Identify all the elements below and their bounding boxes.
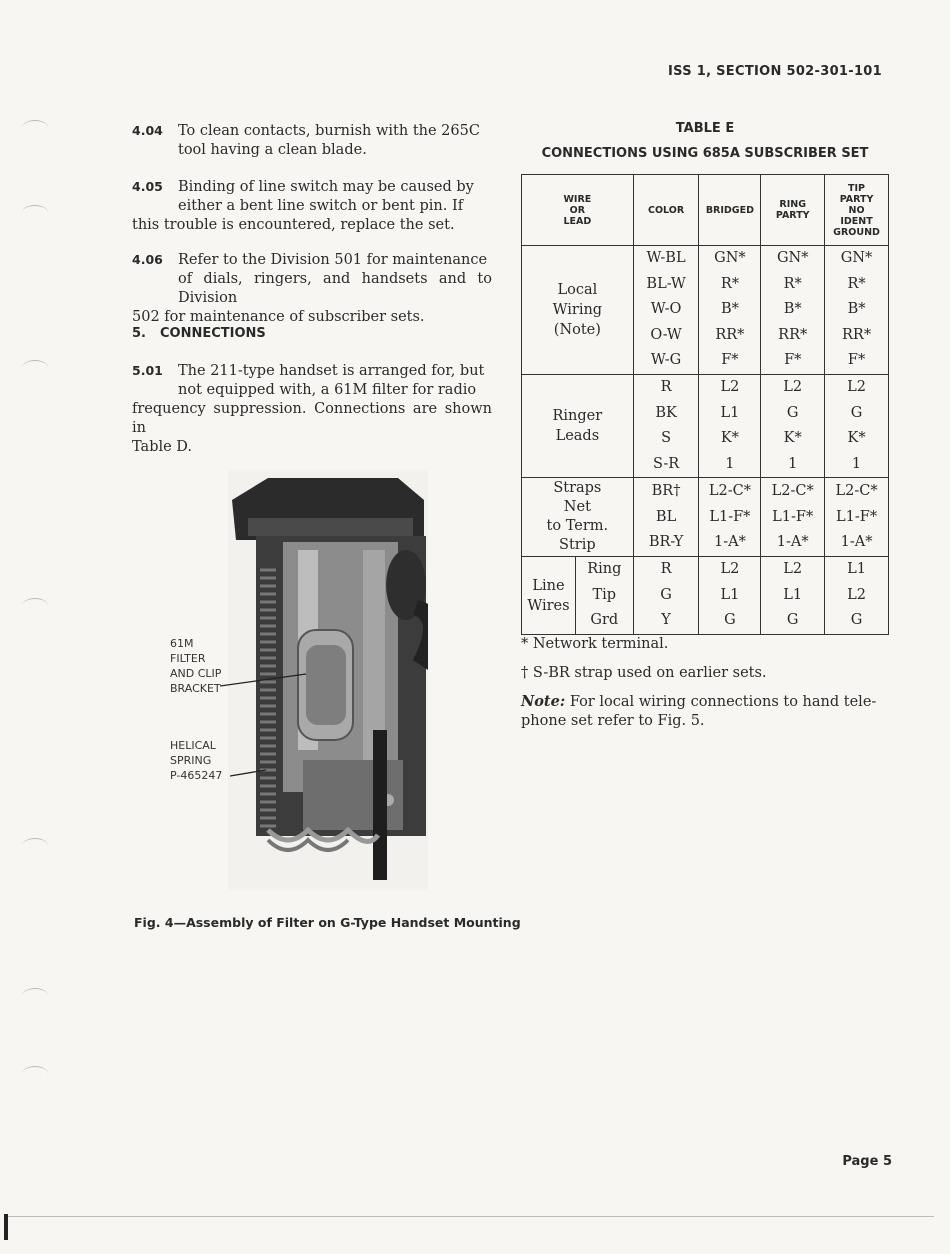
header-color: COLOR [633, 175, 699, 246]
connections-table [521, 174, 889, 635]
cell-bridged: GN* R* B* RR* F* [699, 246, 761, 375]
cell-color: R BK S S-R [633, 375, 699, 478]
paragraph-number: 4.05 [132, 179, 163, 194]
section-heading [132, 326, 266, 341]
paragraph-line: Table D. [132, 439, 193, 455]
table-row [522, 375, 889, 478]
punch-hole-mark [22, 1066, 48, 1081]
cell-ring-party: GN* R* B* RR* F* [761, 246, 825, 375]
table-row [522, 246, 889, 375]
margin-bar [4, 1214, 8, 1240]
cell-color: R G Y [633, 557, 699, 635]
cell-tip-party: GN* R* B* RR* F* [825, 246, 889, 375]
paragraph-line: Refer to the Division 501 for maintenance [178, 252, 488, 268]
cell-bridged: L2 L1 K* 1 [699, 375, 761, 478]
group-line-wires: Line Wires [522, 557, 576, 635]
paragraph-line: 502 for maintenance of subscriber sets. [132, 309, 425, 325]
note-text: For local wiring connections to hand tele- [569, 694, 877, 710]
figure-caption: Fig. 4—Assembly of Filter on G-Type Handset Mounting [134, 915, 521, 930]
paragraph-line: of dials, ringers, and handsets and to Division [178, 271, 492, 306]
page-header: ISS 1, SECTION 502-301-101 [668, 64, 882, 79]
header-bridged: BRIDGED [699, 175, 761, 246]
table-row [522, 557, 889, 635]
cell-bridged: L2 L1 G [699, 557, 761, 635]
paragraph-5-01 [132, 361, 492, 457]
table-header-row [522, 175, 889, 246]
paragraph-4-04 [132, 121, 492, 160]
header-wire-or-lead: WIRE OR LEAD [522, 175, 634, 246]
label-61m-filter: 61M FILTER AND CLIP BRACKET [170, 637, 222, 695]
group-straps: Straps Net to Term. Strip [522, 478, 634, 557]
punch-hole-mark [22, 360, 48, 375]
section-title: CONNECTIONS [160, 326, 266, 341]
group-local-wiring: Local Wiring (Note) [522, 246, 634, 375]
page-divider [4, 1216, 934, 1217]
table-row [522, 478, 889, 557]
cell-tip-party: L1 L2 G [825, 557, 889, 635]
punch-hole-mark [22, 838, 48, 853]
header-tip-party: TIP PARTY NO IDENT GROUND [825, 175, 889, 246]
cell-tip-party: L2 G K* 1 [825, 375, 889, 478]
cell-line-subgroup: Ring Tip Grd [575, 557, 633, 635]
punch-hole-mark [22, 205, 48, 220]
section-number: 5. [132, 326, 146, 341]
footnote-dagger: † S-BR strap used on earlier sets. [521, 665, 767, 681]
paragraph-number: 5.01 [132, 363, 163, 378]
cell-ring-party: L2 L1 G [761, 557, 825, 635]
table-title: TABLE E [675, 121, 735, 136]
table-subtitle: CONNECTIONS USING 685A SUBSCRIBER SET [541, 146, 869, 161]
cell-color: W-BL BL-W W-O O-W W-G [633, 246, 699, 375]
paragraph-line: tool having a clean blade. [178, 142, 367, 158]
table-note [521, 692, 889, 731]
cell-tip-party: L2-C* L1-F* 1-A* [825, 478, 889, 557]
cell-ring-party: L2-C* L1-F* 1-A* [761, 478, 825, 557]
header-ring-party: RING PARTY [761, 175, 825, 246]
label-helical-spring: HELICAL SPRING P-465247 [170, 739, 223, 782]
punch-hole-mark [22, 120, 48, 135]
paragraph-number: 4.04 [132, 123, 163, 138]
spring-leader-line [230, 766, 270, 782]
punch-hole-mark [22, 598, 48, 613]
paragraph-line: frequency suppression. Connections are shown in [132, 401, 492, 436]
paragraph-line: not equipped with, a 61M filter for radio [178, 382, 477, 398]
punch-hole-mark [22, 988, 48, 1003]
paragraph-line: either a bent line switch or bent pin. If [178, 198, 464, 214]
note-text: phone set refer to Fig. 5. [521, 713, 705, 729]
cell-ring-party: L2 G K* 1 [761, 375, 825, 478]
filter-leader-line [220, 672, 310, 692]
paragraph-4-06 [132, 250, 492, 327]
paragraph-line: this trouble is encountered, replace the set. [132, 217, 455, 233]
cell-color: BR† BL BR-Y [633, 478, 699, 557]
footnote-star: * Network terminal. [521, 636, 669, 652]
paragraph-line: To clean contacts, burnish with the 265C [178, 123, 480, 139]
paragraph-number: 4.06 [132, 252, 163, 267]
page-number: Page 5 [842, 1154, 892, 1169]
paragraph-line: Binding of line switch may be caused by [178, 179, 474, 195]
paragraph-line: The 211-type handset is arranged for, but [178, 363, 485, 379]
cell-bridged: L2-C* L1-F* 1-A* [699, 478, 761, 557]
group-ringer-leads: Ringer Leads [522, 375, 634, 478]
paragraph-4-05 [132, 177, 492, 235]
note-label: Note: [521, 693, 566, 710]
